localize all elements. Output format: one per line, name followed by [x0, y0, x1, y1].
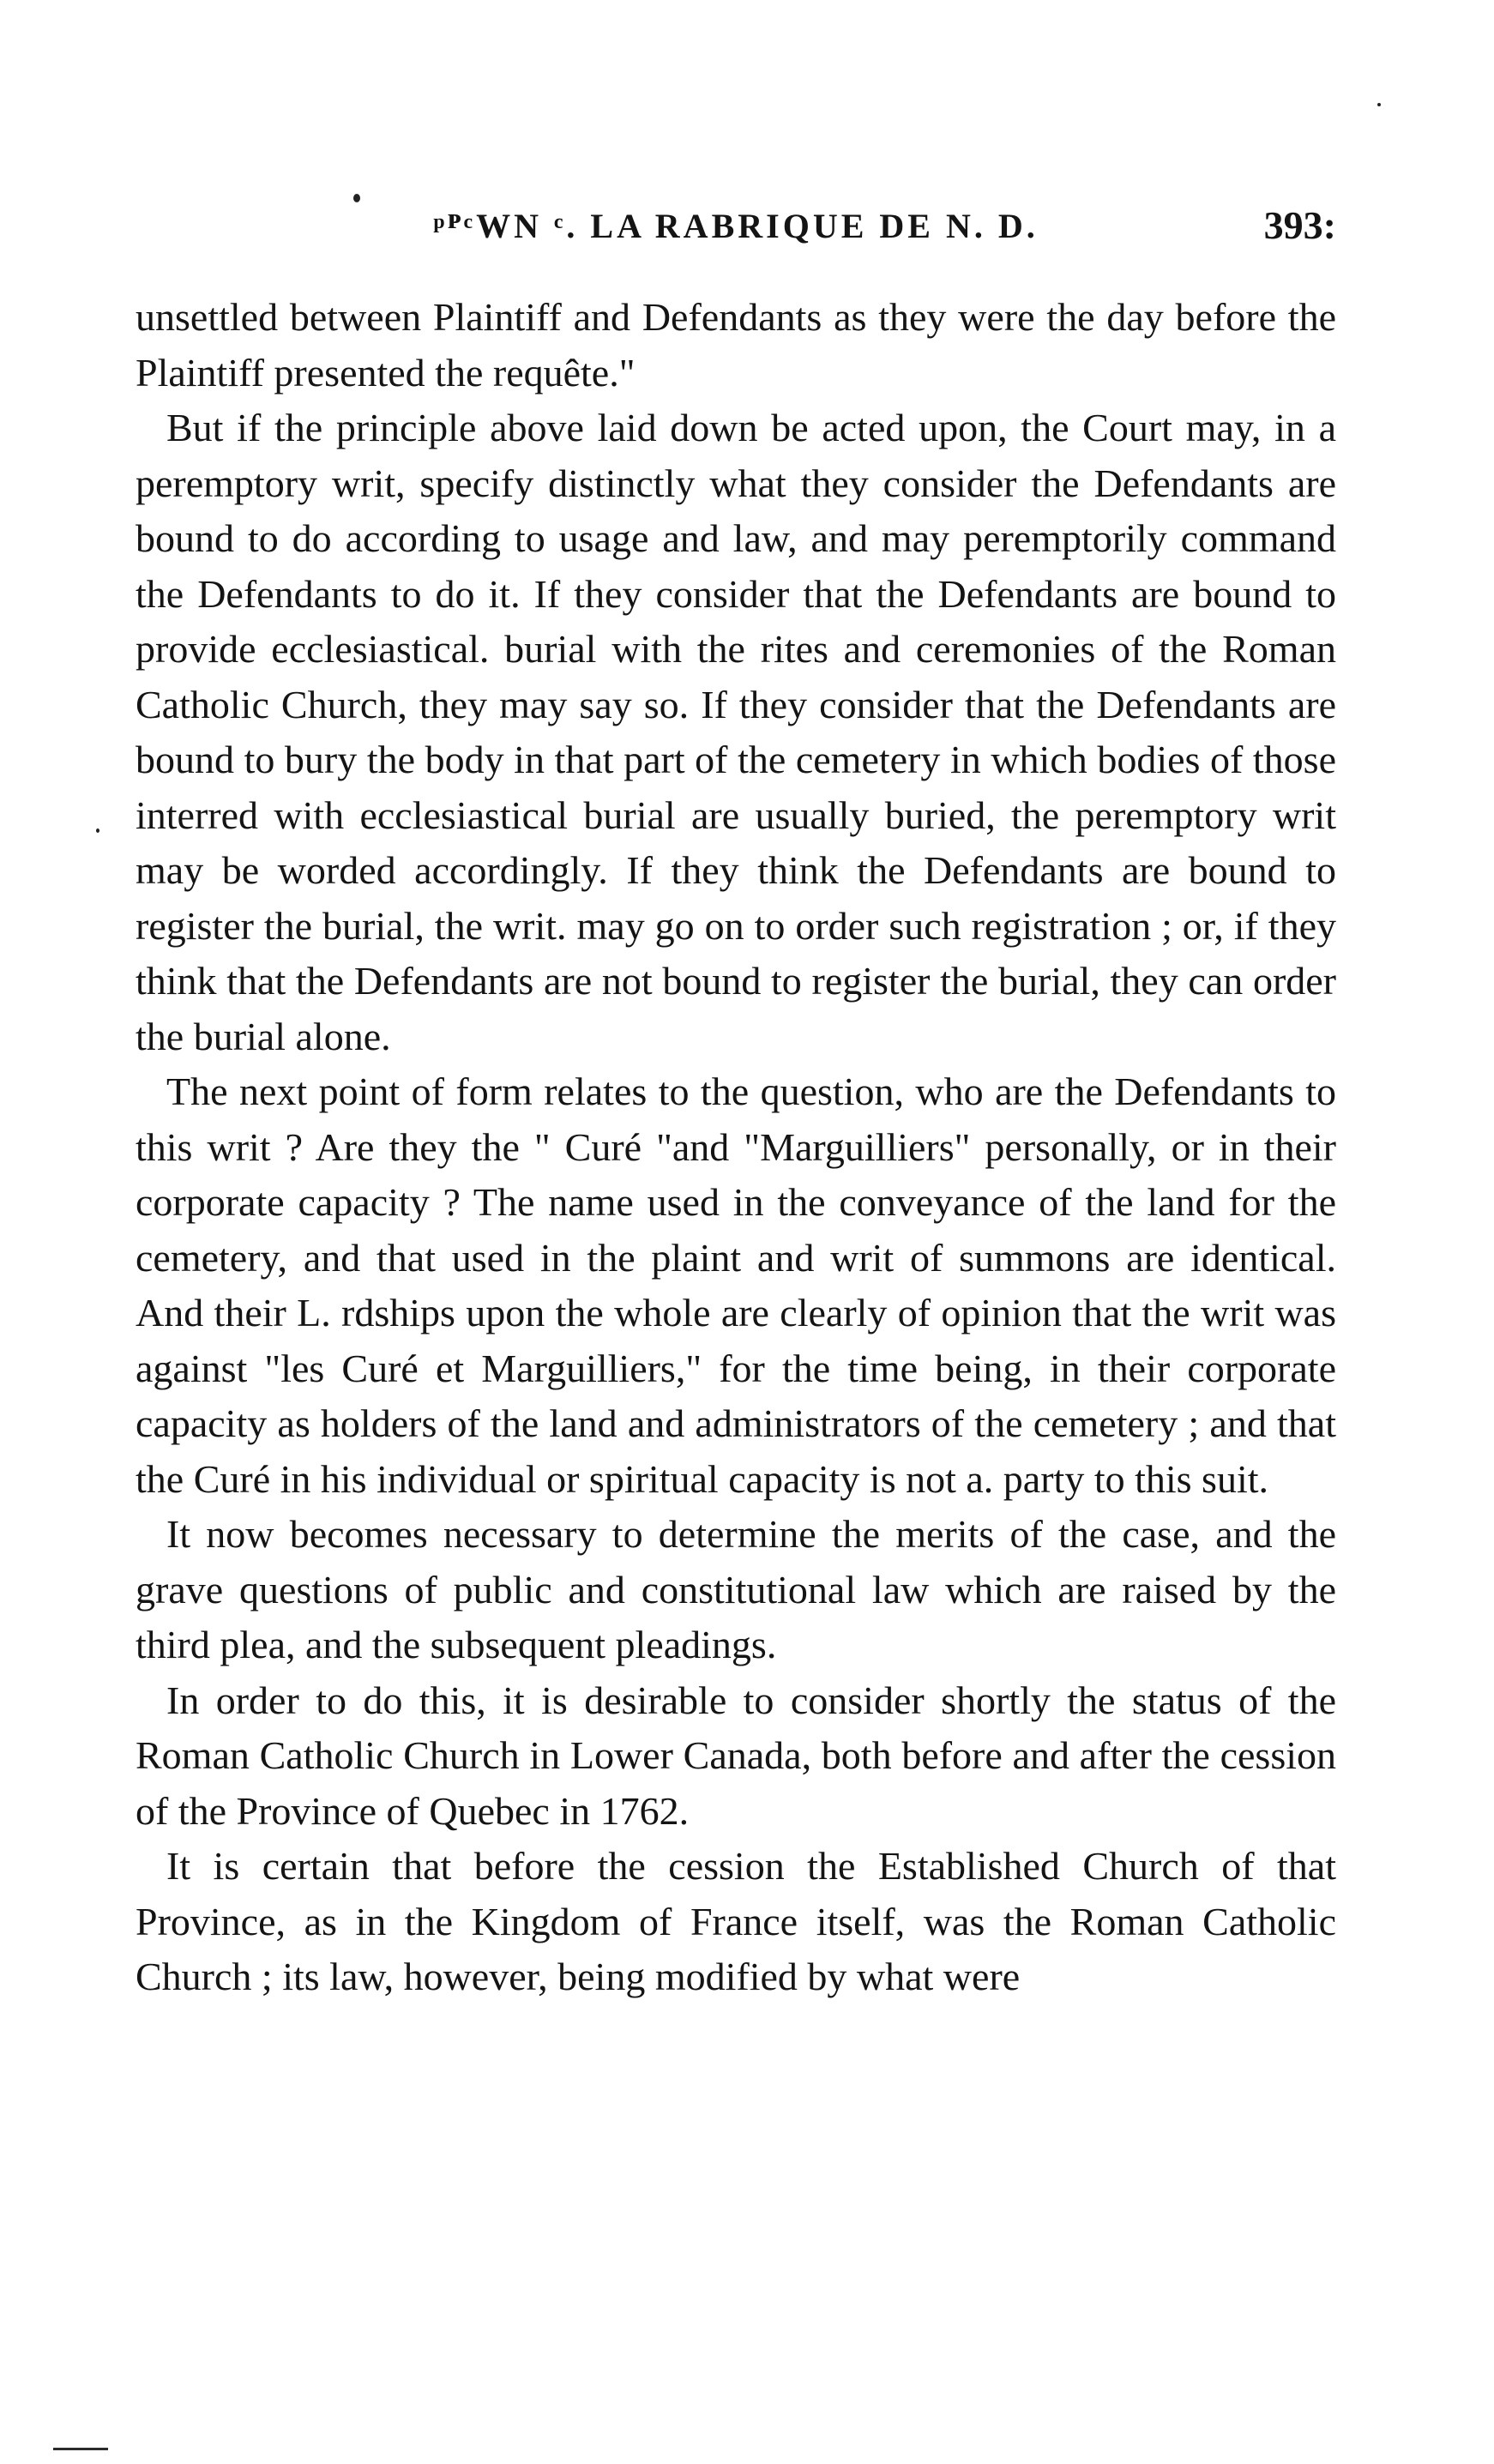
- ink-speck: [353, 194, 360, 202]
- running-head: [136, 203, 1336, 257]
- paragraph-peremptory-writ: But if the principle above laid down be acted upon, the Court may, in a peremptory writ, specify distinctly what they consider the Defendants are bound to do according to usage and law, and may peremptorily command the Defendants to do it. If they consider that the Defendants are bound to provide ecclesiastical. burial with the rites and ceremonies of the Roman Catholic Church, they may say so. If they consider that the Defendants are bound to bury the body in that part of the cemetery in which bodies of those interred with ecclesiastical burial are usually buried, the peremptory writ may be worded accordingly. If they think the Defendants are bound to register the burial, the writ. may go on to order such registration ; or, if they think that the Defendants are not bound to register the burial, they can order the burial alone.: [136, 406, 1336, 1058]
- paragraph-merits: It now becomes necessary to determine the merits of the case, and the grave questions of public and constitutional law which are raised by the third plea, and the subsequent pleadings.: [136, 1512, 1336, 1666]
- paragraph-established-church: It is certain that before the cession the Established Church of that Province, as in the Kingdom of France itself, was the Roman Catholic Church ; its law, however, being modified by what were: [136, 1844, 1336, 1998]
- running-title: ᵖᴾᶜWN ᶜ. LA RABRIQUE DE N. D.: [433, 207, 1039, 245]
- body-text: [136, 290, 1336, 2005]
- paragraph-status: In order to do this, it is desirable to consider shortly the status of the Roman Catholic Church in Lower Canada, both before and after the cession of the Province of Quebec in 1762.: [136, 1678, 1336, 1833]
- page-number: 393:: [1263, 203, 1336, 247]
- paragraph-continuation: unsettled between Plaintiff and Defendants as they were the day before the Plaintiff presented the requête.": [136, 295, 1336, 395]
- ink-speck: [96, 828, 99, 833]
- paragraph-defendants: The next point of form relates to the question, who are the Defendants to this writ ? Are they the " Curé "and "Marguilliers" personally, or in their corporate capacity ? The name used in the conveyance of the land for the cemetery, and that used in the plaint and writ of summons are identical. And their L. rdships upon the whole are clearly of opinion that the writ was against "les Curé et Marguilliers," for the time being, in their corporate capacity as holders of the land and administrators of the cemetery ; and that the Curé in his individual or spiritual capacity is not a. party to this suit.: [136, 1069, 1336, 1501]
- ink-speck: [1377, 103, 1381, 106]
- footer-rule: [53, 2448, 108, 2450]
